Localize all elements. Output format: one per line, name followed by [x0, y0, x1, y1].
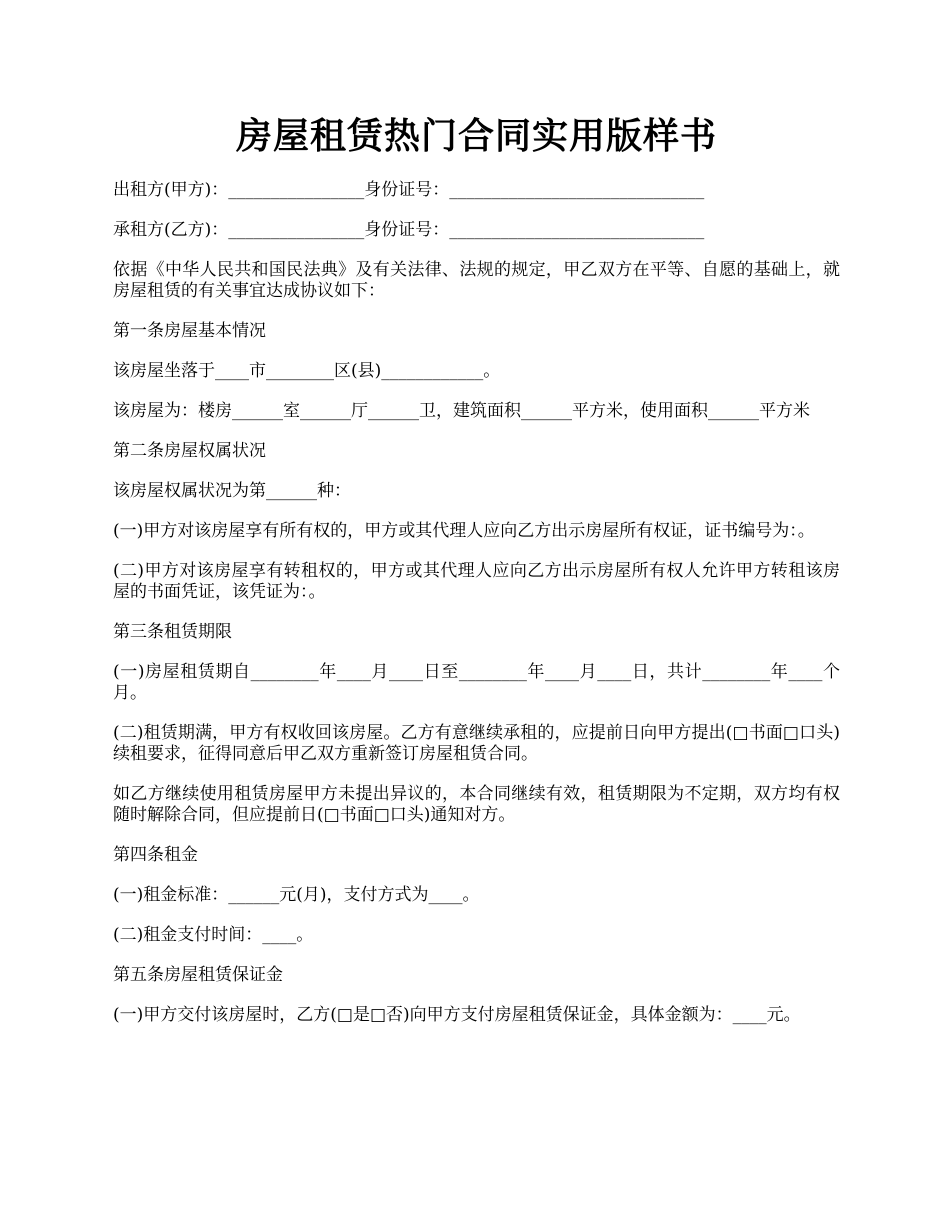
article-2-type: 该房屋权属状况为第______种：	[113, 481, 351, 501]
article-5-heading: 第五条房屋租赁保证金	[113, 965, 283, 985]
article-1-location: 该房屋坐落于____市________区(县)____________。	[113, 361, 501, 381]
article-3-clause-3: 如乙方继续使用租赁房屋甲方未提出异议的，本合同继续有效，租赁期限为不定期，双方均有权随时解除合同，但应提前日(□书面□口头)通知对方。	[113, 784, 840, 825]
preamble: 依据《中华人民共和国民法典》及有关法律、法规的规定，甲乙双方在平等、自愿的基础上，就房屋租赁的有关事宜达成协议如下：	[113, 260, 840, 301]
article-3-clause-2: (二)租赁期满，甲方有权收回该房屋。乙方有意继续承租的，应提前日向甲方提出(□书面□口头)续租要求，征得同意后甲乙双方重新签订房屋租赁合同。	[113, 723, 840, 764]
article-4-clause-1: (一)租金标准：______元(月)，支付方式为____。	[113, 885, 480, 905]
party-a-line: 出租方(甲方)：________________身份证号：______________________________	[113, 180, 705, 200]
party-b-line: 承租方(乙方)：________________身份证号：______________________________	[113, 220, 705, 240]
article-5-clause-1: (一)甲方交付该房屋时，乙方(□是□否)向甲方支付房屋租赁保证金，具体金额为：____元。	[113, 1005, 801, 1025]
article-4-heading: 第四条租金	[113, 845, 198, 865]
document-page	[113, 110, 840, 1045]
article-1-heading: 第一条房屋基本情况	[113, 321, 266, 341]
article-2-clause-2: (二)甲方对该房屋享有转租权的，甲方或其代理人应向乙方出示房屋所有权人允许甲方转租该房屋的书面凭证，该凭证为：。	[113, 561, 840, 602]
article-3-clause-1: (一)房屋租赁期自________年____月____日至________年____月____日，共计________年____个月。	[113, 662, 840, 703]
article-3-heading: 第三条租赁期限	[113, 622, 232, 642]
article-4-clause-2: (二)租金支付时间：____。	[113, 925, 314, 945]
article-2-heading: 第二条房屋权属状况	[113, 441, 266, 461]
article-1-layout: 该房屋为：楼房______室______厅______卫，建筑面积______平方米，使用面积______平方米	[113, 401, 810, 421]
document-title: 房屋租赁热门合同实用版样书	[235, 115, 717, 157]
article-2-clause-1: (一)甲方对该房屋享有所有权的，甲方或其代理人应向乙方出示房屋所有权证，证书编号为：。	[113, 521, 815, 541]
